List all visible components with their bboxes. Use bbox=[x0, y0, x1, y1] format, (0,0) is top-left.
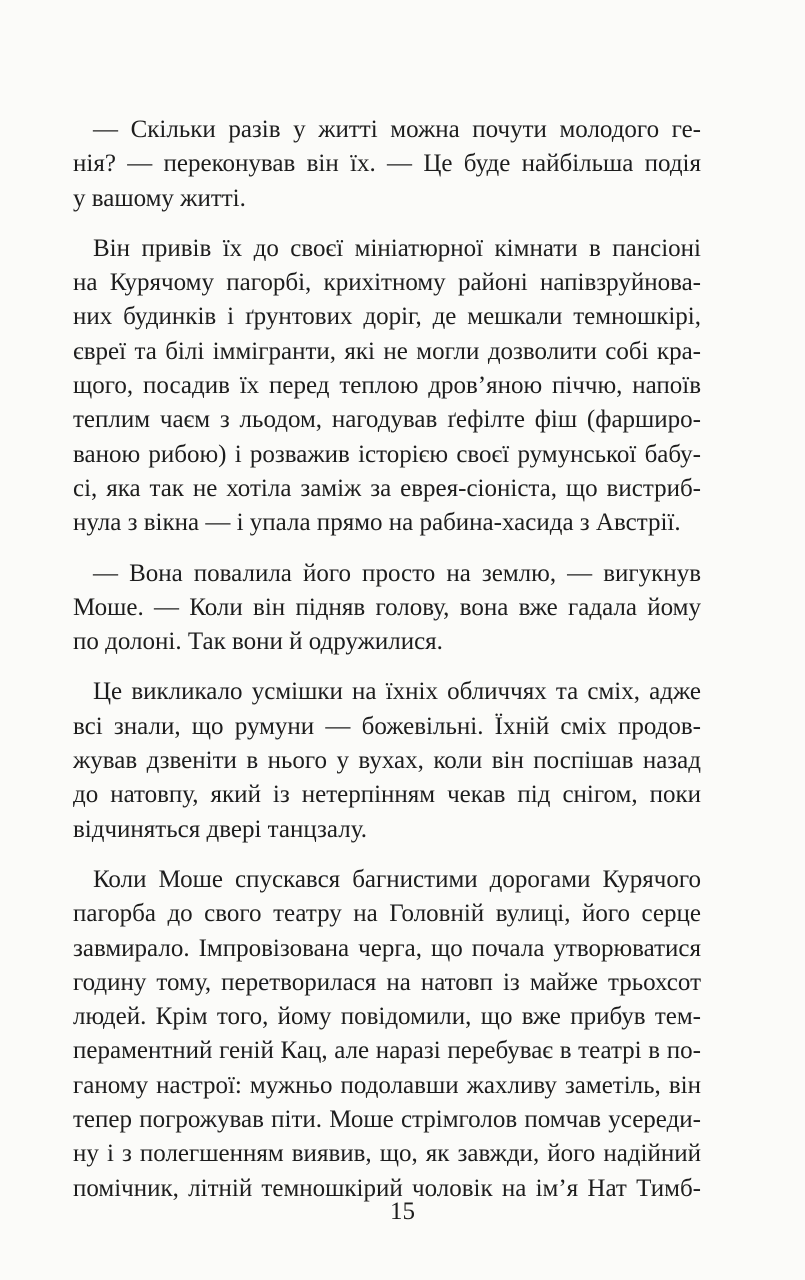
paragraph-5 bbox=[73, 863, 701, 1206]
paragraph-2 bbox=[73, 232, 701, 541]
text-line: до натовпу, який із нетерпінням чекав під снігом, поки bbox=[73, 781, 701, 809]
body-text bbox=[73, 113, 701, 1206]
text-line: ганому настрої: мужньо подолавши жахливу заметіль, він bbox=[73, 1071, 701, 1099]
text-line: — Скільки разів у житті можна почути молодого ге- bbox=[93, 116, 701, 143]
text-line: ну і з полегшенням виявив, що, як завжди, його надійний bbox=[73, 1140, 701, 1168]
text-line: відчиняться двері танцзалу. bbox=[73, 815, 367, 843]
text-line: пагорба до свого театру на Головній вулиці, його серце bbox=[73, 900, 701, 928]
text-line: жував дзвеніти в нього у вухах, коли він поспішав назад bbox=[73, 747, 701, 775]
text-line: всі знали, що румуни — божевільні. Їхній сміх продов- bbox=[73, 712, 701, 740]
text-line: Це викликало усмішки на їхніх обличчях та сміх, адже bbox=[93, 678, 701, 706]
text-line: євреї та білі іммігранти, які не могли дозволити собі кра- bbox=[73, 337, 701, 365]
text-line: по долоні. Так вони й одружилися. bbox=[73, 628, 443, 656]
paragraph-4 bbox=[73, 675, 701, 846]
text-line: сі, яка так не хотіла заміж за еврея-сіоніста, що вистриб- bbox=[73, 474, 701, 502]
text-line: завмирало. Імпровізована черга, що почала утворюватися bbox=[73, 934, 701, 962]
text-line: помічник, літній темношкірий чоловік на ім’я Нат Тимб- bbox=[73, 1174, 701, 1202]
text-line: годину тому, перетворилася на натовп із майже трьохсот bbox=[73, 968, 701, 996]
text-line: — Вона повалила його просто на землю, — вигукнув bbox=[93, 559, 701, 587]
text-line: пераментний геній Кац, але наразі перебуває в театрі в по- bbox=[73, 1037, 701, 1065]
text-line: людей. Крім того, йому повідомили, що вже прибув тем- bbox=[73, 1003, 701, 1031]
text-line: Моше. — Коли він підняв голову, вона вже гадала йому bbox=[73, 593, 701, 621]
page-number: 15 bbox=[390, 1198, 415, 1225]
text-line: щого, посадив їх перед теплою дров’яною піччю, напоїв bbox=[73, 372, 701, 400]
text-line: них будинків і ґрунтових доріг, де мешкали темношкірі, bbox=[73, 303, 701, 331]
text-line: на Курячому пагорбі, крихітному районі напівзруйнова- bbox=[73, 269, 701, 297]
paragraph-3 bbox=[73, 557, 701, 660]
text-line: ваною рибою) і розважив історією своєї румунської бабу- bbox=[73, 440, 701, 468]
text-line: тепер погрожував піти. Моше стрімголов помчав усереди- bbox=[73, 1106, 701, 1134]
text-line: нія? — переконував він їх. — Це буде найбільша подія bbox=[73, 150, 701, 178]
text-line: нула з вікна — і упала прямо на рабина-хасида з Австрії. bbox=[73, 509, 681, 537]
text-line: у вашому житті. bbox=[73, 184, 246, 212]
text-line: теплим чаєм з льодом, нагодував ґефілте фіш (фарширо- bbox=[73, 406, 701, 434]
paragraph-1 bbox=[73, 113, 701, 216]
text-line: Коли Моше спускався багнистими дорогами Курячого bbox=[93, 865, 701, 893]
text-line: Він привів їх до своєї мініатюрної кімнати в пансіоні bbox=[93, 234, 701, 262]
